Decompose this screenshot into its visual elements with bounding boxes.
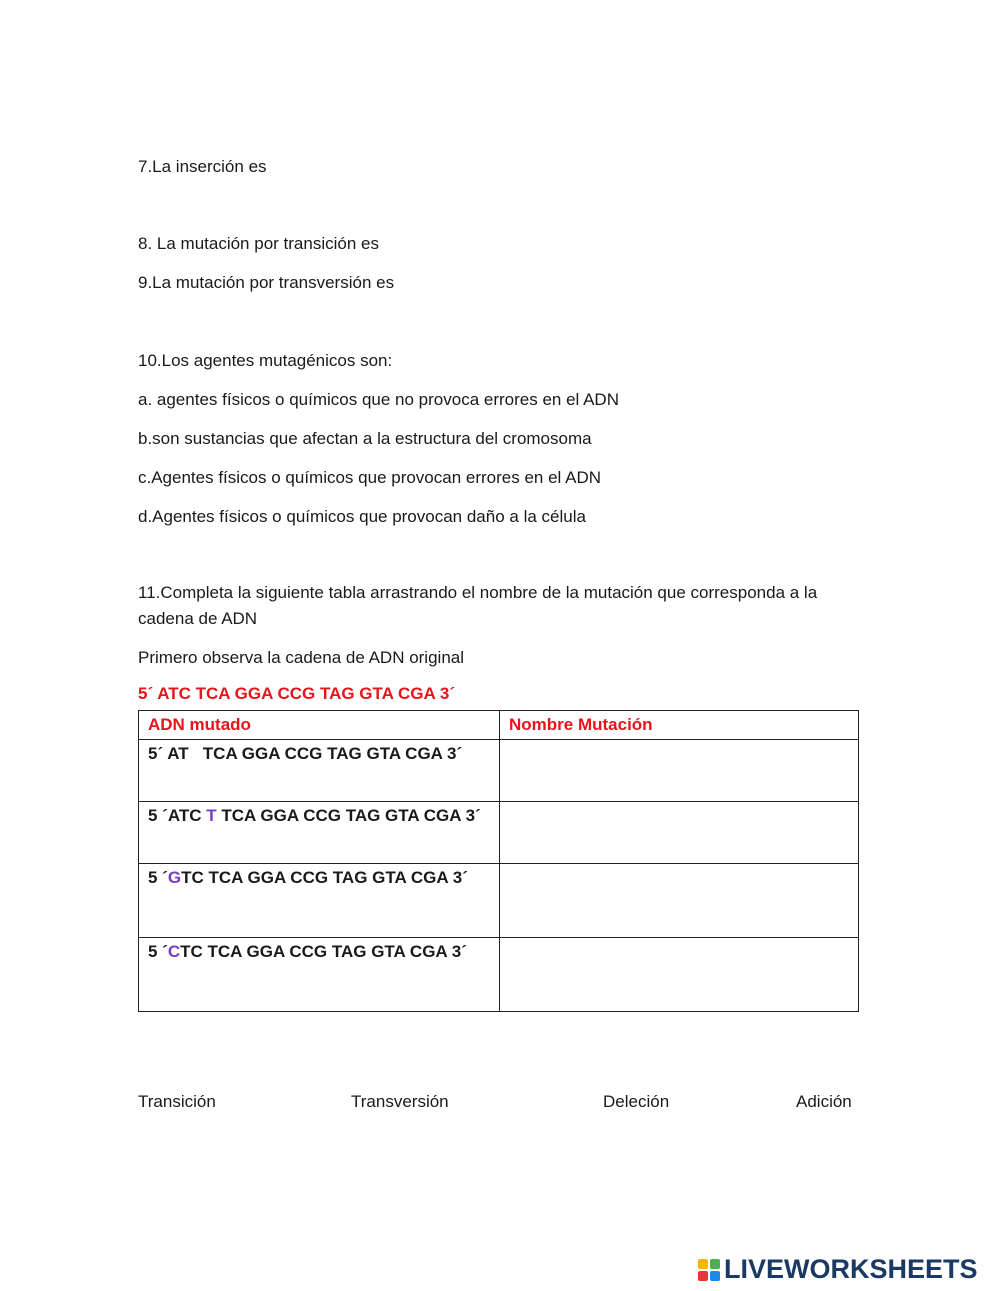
answer-drop-zone[interactable]: [500, 938, 859, 1012]
table-row: [139, 938, 859, 1012]
header-mutation-name: Nombre Mutación: [500, 711, 859, 740]
header-mutated-dna: ADN mutado: [139, 711, 500, 740]
drag-option-transversion[interactable]: Transversión: [351, 1092, 449, 1111]
logo-blocks-icon: [698, 1259, 720, 1281]
mutated-dna-cell: 5 ´ATC T TCA GGA CCG TAG GTA CGA 3´: [139, 802, 500, 864]
original-dna-sequence: 5´ ATC TCA GGA CCG TAG GTA CGA 3´: [138, 684, 455, 703]
question-7: 7.La inserción es: [138, 157, 267, 176]
option-b[interactable]: b.son sustancias que afectan a la estructura del cromosoma: [138, 429, 592, 448]
mutated-dna-cell: 5 ´GTC TCA GGA CCG TAG GTA CGA 3´: [139, 864, 500, 938]
drag-option-delecion[interactable]: Deleción: [603, 1092, 670, 1111]
table-header-row: [139, 711, 859, 740]
question-8: 8. La mutación por transición es: [138, 234, 379, 253]
answer-drop-zone[interactable]: [500, 740, 859, 802]
option-c[interactable]: c.Agentes físicos o químicos que provocan errores en el ADN: [138, 468, 602, 487]
table-row: [139, 802, 859, 864]
question-10: 10.Los agentes mutagénicos son:: [138, 351, 393, 370]
drag-option-transicion[interactable]: Transición: [138, 1092, 216, 1111]
option-d[interactable]: d.Agentes físicos o químicos que provocan daño a la célula: [138, 507, 586, 526]
answer-drop-zone[interactable]: [500, 864, 859, 938]
mutated-dna-cell: 5 ´CTC TCA GGA CCG TAG GTA CGA 3´: [139, 938, 500, 1012]
drag-option-adicion[interactable]: Adición: [796, 1092, 852, 1111]
liveworksheets-logo: [698, 1254, 978, 1285]
question-9: 9.La mutación por transversión es: [138, 273, 395, 292]
mutated-dna-cell: 5´ AT TCA GGA CCG TAG GTA CGA 3´: [139, 740, 500, 802]
table-row: [139, 740, 859, 802]
table-row: [139, 864, 859, 938]
mutation-table: [138, 710, 859, 1012]
answer-drop-zone[interactable]: [500, 802, 859, 864]
logo-text: LIVEWORKSHEETS: [724, 1254, 978, 1284]
question-11: 11.Completa la siguiente tabla arrastrando el nombre de la mutación que corresponda a la cadena de ADN: [138, 583, 818, 628]
question-11-instruction: Primero observa la cadena de ADN original: [138, 648, 465, 667]
option-a[interactable]: a. agentes físicos o químicos que no provoca errores en el ADN: [138, 390, 619, 409]
